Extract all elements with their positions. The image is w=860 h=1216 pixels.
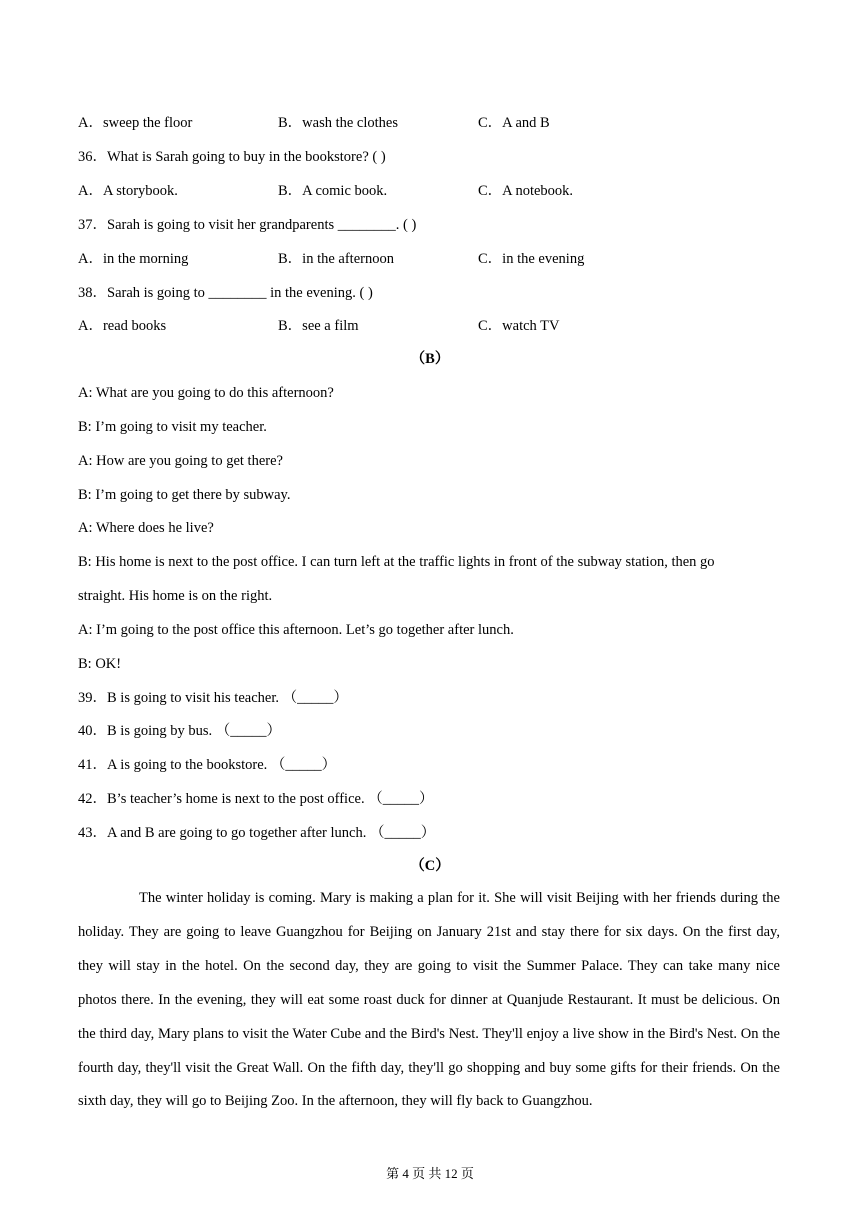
dialogue-line: A: What are you going to do this afternoon? — [78, 385, 334, 401]
q37-option-a: A．in the morning — [78, 251, 189, 267]
dialogue-line: B: OK! — [78, 656, 122, 672]
q36-question: 36．What is Sarah going to buy in the bookstore? ( ) — [78, 149, 386, 165]
q43-statement: 43．A and B are going to go together after lunch. （_____） — [78, 825, 436, 841]
q36-option-a: A．A storybook. — [78, 183, 178, 199]
q39-statement: 39．B is going to visit his teacher. （_____） — [78, 690, 348, 706]
dialogue-line: B: I’m going to visit my teacher. — [78, 419, 267, 435]
section-b-heading: （B） — [410, 351, 450, 367]
reading-passage: The winter holiday is coming. Mary is making a plan for it. She will visit Beijing with her friends during the holiday. They are going to leave Guangzhou for Beijing on January 21st and stay there for six days. On the first day, they will stay in the hotel. On the second day, they are going to visit the Summer Palace. They can take many nice photos there. In the evening, they will eat some roast duck for dinner at Quanjude Restaurant. It must be delicious. On the third day, Mary plans to visit the Water Cube and the Bird's Nest. They'll enjoy a live show in the Bird's Nest. On the fourth day, they'll visit the Great Wall. On the fifth day, they'll go shopping and buy some gifts for their friends. On the sixth day, they will go to Beijing Zoo. In the afternoon, they will fly back to Guangzhou. — [78, 890, 780, 1110]
dialogue-line: A: Where does he live? — [78, 520, 214, 536]
page-number-footer: 第 4 页 共 12 页 — [386, 1166, 474, 1181]
dialogue-line: B: I’m going to get there by subway. — [78, 487, 291, 503]
q37-question: 37．Sarah is going to visit her grandparents ________. ( ) — [78, 217, 417, 233]
dialogue-line: A: How are you going to get there? — [78, 453, 283, 469]
section-c-heading: （C） — [410, 858, 450, 874]
q37-option-c: C．in the evening — [478, 251, 585, 267]
q36-option-c: C．A notebook. — [478, 183, 574, 199]
dialogue-line: B: His home is next to the post office. I can turn left at the traffic lights in front of the subway station, then go — [78, 554, 715, 570]
dialogue-line: straight. His home is on the right. — [78, 588, 273, 604]
q41-statement: 41．A is going to the bookstore. （_____） — [78, 757, 337, 773]
q40-statement: 40．B is going by bus. （_____） — [78, 723, 282, 739]
dialogue-line: A: I’m going to the post office this afternoon. Let’s go together after lunch. — [78, 622, 514, 638]
q38-question: 38．Sarah is going to ________ in the evening. ( ) — [78, 285, 373, 301]
q35-option-c: C．A and B — [478, 115, 550, 131]
q35-option-a: A．sweep the floor — [78, 115, 193, 131]
q38-option-a: A．read books — [78, 318, 167, 334]
q37-option-b: B．in the afternoon — [278, 251, 394, 267]
q42-statement: 42．B’s teacher’s home is next to the post office. （_____） — [78, 791, 434, 807]
q38-option-c: C．watch TV — [478, 318, 560, 334]
q35-option-b: B．wash the clothes — [278, 115, 399, 131]
q38-option-b: B．see a film — [278, 318, 359, 334]
q36-option-b: B．A comic book. — [278, 183, 388, 199]
